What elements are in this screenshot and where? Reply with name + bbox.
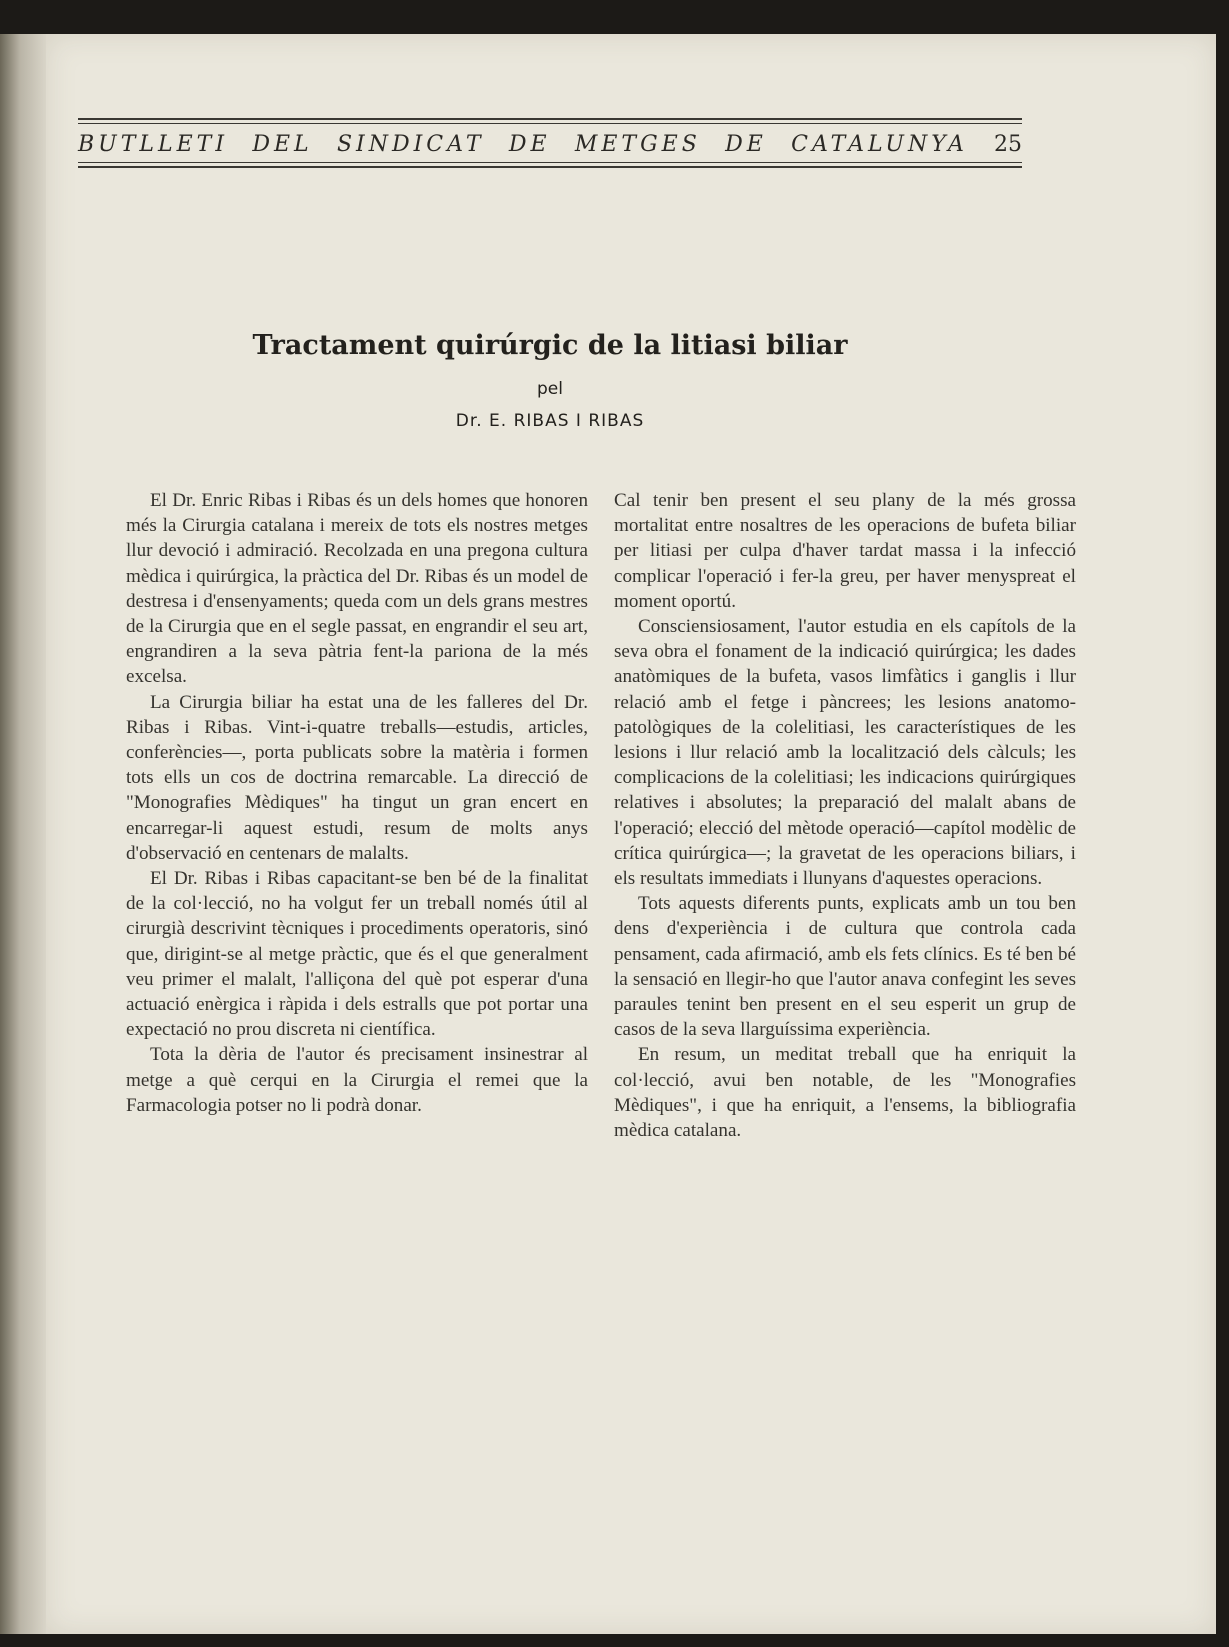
article-title: Tractament quirúrgic de la litiasi biliar xyxy=(252,330,848,361)
paragraph: El Dr. Ribas i Ribas capacitant-se ben bé de la finalitat de la col·lecció, no ha volgut fer un treball només útil al cirurgià descrivint tècniques i procediments operatoris, sinó que, dirigint-se al metge pràctic, que és el que generalment veu primer el malalt, l'alliçona del què pot esperar d'una actuació enèrgica i ràpida i dels estralls que pot portar una expectació no prou discreta ni científica. xyxy=(126,868,588,1041)
paragraph: Consciensiosament, l'autor estudia en els capítols de la seva obra el fonament de la indicació quirúrgica; les dades anatòmiques de la bufeta, vasos limfàtics i ganglis i llur relació amb el fetge i pàncrees; les lesions anatomo-patològiques de la colelitiasi, les característiques de les lesions i llur relació amb la localització dels càlculs; les complicacions de la colelitiasi; les indicacions quirúrgiques relatives i absolutes; la preparació del malalt abans de l'operació; elecció del mètode operació—capítol modèlic de crítica quirúrgica—; la gravetat de les operacions biliars, i els resultats immediats i llunyans d'aquestes operacions. xyxy=(614,616,1076,890)
running-title xyxy=(78,132,968,157)
paragraph: Tota la dèria de l'autor és precisament insinestrar al metge a què cerqui en la Cirurgia el remei que la Farmacologia potser no li podrà donar. xyxy=(126,1044,588,1116)
running-title-word: DE xyxy=(725,132,767,157)
running-title-word: CATALUNYA xyxy=(791,132,968,157)
text-column-left xyxy=(126,488,588,1118)
header-rule-bottom xyxy=(78,166,1022,168)
running-title-word: SINDICAT xyxy=(336,132,485,157)
paragraph: La Cirurgia biliar ha estat una de les falleres del Dr. Ribas i Ribas. Vint-i-quatre treballs—estudis, articles, conferències—, porta publicats sobre la matèria i formen tots ells un cos de doctrina remarcable. La direcció de "Monografies Mèdiques" ha tingut un gran encert en encarregar-li aquest estudi, resum de molts anys d'observació en centenars de malalts. xyxy=(126,691,588,864)
running-title-word: DEL xyxy=(252,132,313,157)
header-rule-top xyxy=(78,118,1022,120)
text-column-right xyxy=(614,488,1076,1143)
paragraph: El Dr. Enric Ribas i Ribas és un dels homes que honoren més la Cirurgia catalana i mereix de tots els nostres metges llur devoció i admiració. Recolzada en una pregona cultura mèdica i quirúrgica, la pràctica del Dr. Ribas és un model de destresa i d'ensenyaments; queda com un dels grans mestres de la Cirurgia que en el segle passat, en engrandir el seu art, engrandiren a la seva pàtria fent-la pariona de la més excelsa. xyxy=(126,490,588,688)
running-title-word: METGES xyxy=(574,132,701,157)
article-heading xyxy=(78,330,1022,431)
page-binding-edge xyxy=(0,34,50,1634)
running-title-word: BUTLLETI xyxy=(78,132,229,157)
page-number: 25 xyxy=(994,132,1022,157)
article-byline: pel xyxy=(537,379,563,399)
paragraph: En resum, un meditat treball que ha enriquit la col·lecció, avui ben notable, de les "Monografies Mèdiques", i que ha enriquit, a l'ensems, la bibliografia mèdica catalana. xyxy=(614,1044,1076,1142)
header-rule-top-thin xyxy=(78,123,1022,124)
paragraph-continuation: Cal tenir ben present el seu plany de la més grossa mortalitat entre nosaltres de les operacions de bufeta biliar per litiasi per culpa d'haver tardat massa i la infecció complicar l'operació i fer-la greu, per haver menyspreat el moment oportú. xyxy=(614,490,1076,612)
article-author: Dr. E. RIBAS I RIBAS xyxy=(455,411,645,431)
running-title-word: DE xyxy=(508,132,551,157)
header-rule-bottom-thin xyxy=(78,162,1022,163)
running-header xyxy=(78,92,1022,170)
paragraph: Tots aquests diferents punts, explicats amb un tou ben dens d'experiència i de cultura que controla cada pensament, cada afirmació, amb els fets clínics. Es té ben bé la sensació en llegir-ho que l'autor anava confegint les seves paraules tenint ben present en el seu esperit un grup de casos de la seva llarguíssima experiència. xyxy=(614,893,1076,1041)
